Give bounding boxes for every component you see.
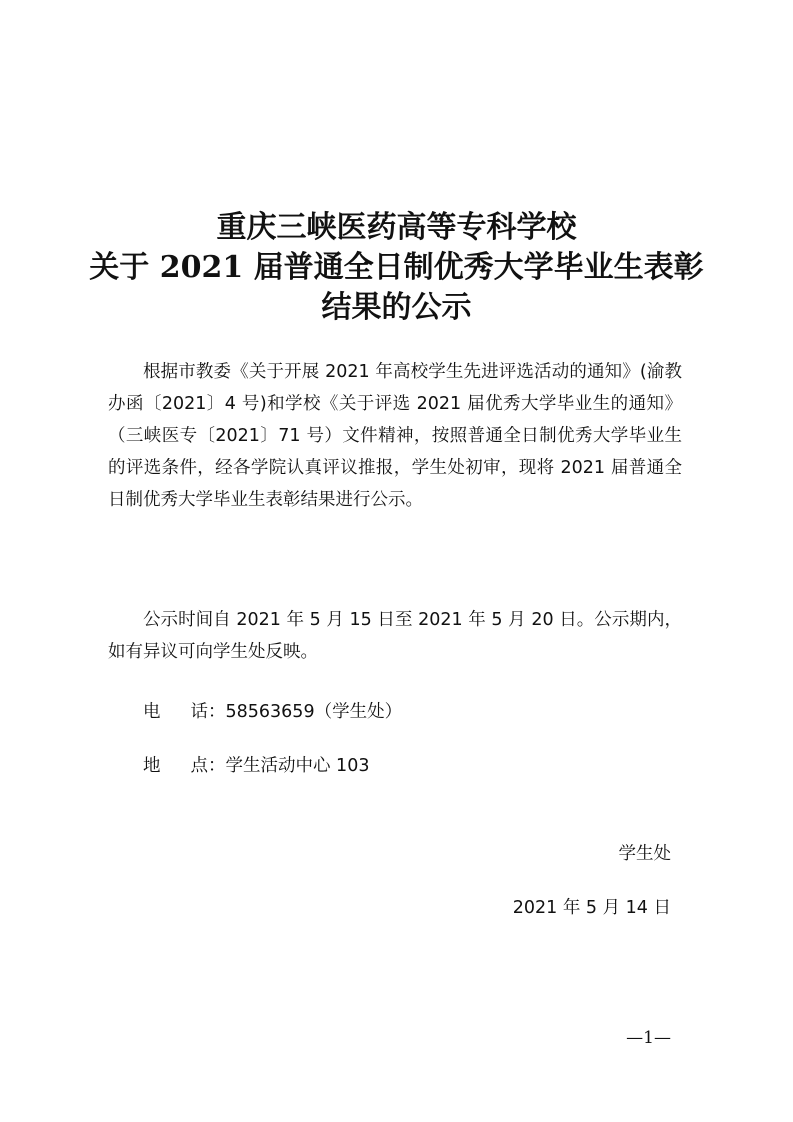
signature-date: 2021 年 5 月 14 日 <box>512 898 671 918</box>
title-line-3: 结果的公示 <box>321 290 472 325</box>
body-paragraph-2: 公示时间自 2021 年 5 月 15 日至 2021 年 5 月 20 日。公示期内，如有异议可向学生处反映。 <box>108 610 682 662</box>
phone-line <box>143 696 402 728</box>
phone-value: 58563659（学生处） <box>225 702 403 722</box>
body-paragraph-1: 根据市教委《关于开展 2021 年高校学生先进评选活动的通知》(渝教办函〔2021〕4 号)和学校《关于评选 2021 届优秀大学毕业生的通知》（三峡医专〔2021〕71 号）文件精神，按照普通全日制优秀大学毕业生的评选条件，经各学院认真评议推报，学生处初审，现将 2021 届普通全日制优秀大学毕业生表彰结果进行公示。 <box>108 362 682 510</box>
signature-department: 学生处 <box>618 844 671 864</box>
page-number: —1— <box>626 1028 671 1048</box>
phone-label-char-2: 话： <box>190 702 226 722</box>
phone-label-char-1: 电 <box>143 702 161 722</box>
location-label-char-2: 点： <box>190 756 226 776</box>
title-line-1: 重庆三峡医药高等专科学校 <box>216 210 577 245</box>
location-label-char-1: 地 <box>143 756 161 776</box>
location-value: 学生活动中心 103 <box>225 756 370 776</box>
title-line-2: 关于 2021 届普通全日制优秀大学毕业生表彰 <box>89 250 704 285</box>
location-line <box>143 750 369 782</box>
